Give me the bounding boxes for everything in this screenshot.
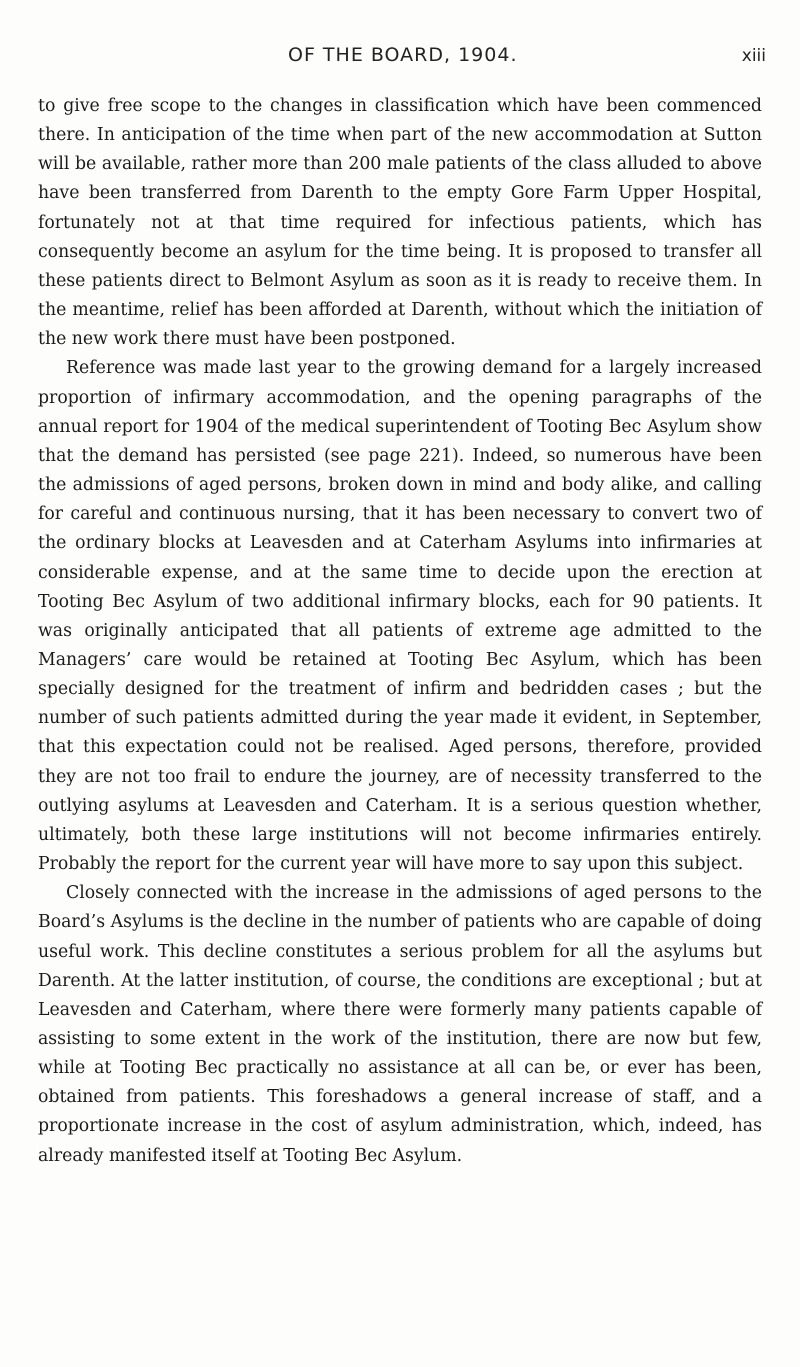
- running-title: OF THE BOARD, 1904.: [288, 44, 518, 66]
- paragraph-useful-work-decline: Closely connected with the increase in the admissions of aged persons to the Board’s Asylums is the decline in the number of patients who are capable of doing useful work. This decline constitutes a serious problem for all the asylums but Darenth. At the latter institution, of course, the conditions are exceptional ; but at Leavesden and Caterham, where there were formerly many patients capable of assisting to some extent in the work of the institution, there are now but few, while at Tooting Bec practically no assistance at all can be, or ever has been, obtained from patients. This foreshadows a general increase of staff, and a proportionate increase in the cost of asylum administration, which, indeed, has already manifested itself at Tooting Bec Asylum.: [38, 883, 762, 1166]
- paragraph-continuation: to give free scope to the changes in classification which have been commenced there. In anticipation of the time when part of the new accommodation at Sutton will be available, rather more than 200 male patients of the class alluded to above have been transferred from Darenth to the empty Gore Farm Upper Hospital, fortunately not at that time required for infectious patients, which has consequently become an asylum for the time being. It is proposed to transfer all these patients direct to Belmont Asylum as soon as it is ready to receive them. In the meantime, relief has been afforded at Darenth, without which the initiation of the new work there must have been postponed.: [38, 96, 762, 350]
- paragraph-infirmary-accommodation: Reference was made last year to the growing demand for a largely increased proportion of infirmary accommodation, and the opening paragraphs of the annual report for 1904 of the medical superintendent of Tooting Bec Asylum show that the demand has persisted (see page 221). Indeed, so numerous have been the admissions of aged persons, broken down in mind and body alike, and calling for careful and continuous nursing, that it has been necessary to convert two of the ordinary blocks at Leavesden and at Caterham Asylums into infirmaries at considerable expense, and at the same time to decide upon the erection at Tooting Bec Asylum of two additional infirmary blocks, each for 90 patients. It was originally anticipated that all patients of extreme age admitted to the Managers’ care would be retained at Tooting Bec Asylum, which has been specially designed for the treatment of infirm and bedridden cases ; but the number of such patients admitted during the year made it evident, in September, that this expectation could not be realised. Aged persons, therefore, provided they are not too frail to endure the journey, are of necessity transferred to the outlying asylums at Leavesden and Caterham. It is a serious question whether, ultimately, both these large institutions will not become infirmaries entirely. Probably the report for the current year will have more to say upon this subject.: [38, 358, 762, 875]
- body-text: [38, 92, 762, 1171]
- page-number: xiii: [741, 46, 766, 66]
